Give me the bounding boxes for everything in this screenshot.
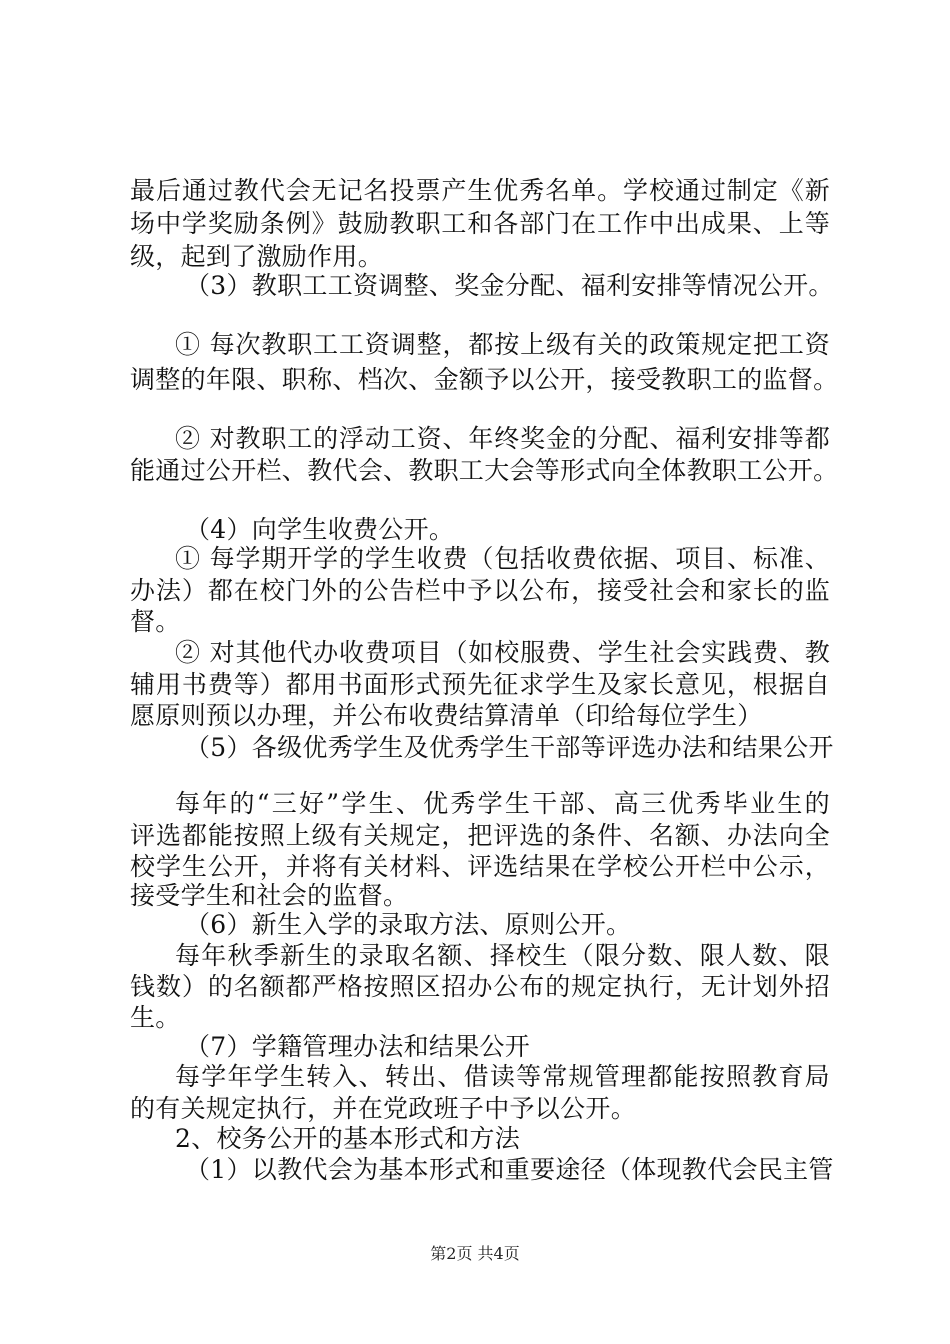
- text-line: 办法）都在校门外的公告栏中予以公布，接受社会和家长的监: [130, 576, 830, 605]
- text-line: 接受学生和社会的监督。: [130, 881, 409, 910]
- section-heading: （1）以教代会为基本形式和重要途径（体现教代会民主管: [185, 1155, 834, 1184]
- text-line: 场中学奖励条例》鼓励教职工和各部门在工作中出成果、上等: [130, 209, 830, 238]
- list-item: ① 每次教职工工资调整，都按上级有关的政策规定把工资: [175, 330, 830, 359]
- text-line: 督。: [130, 607, 181, 636]
- text-line: 评选都能按照上级有关规定，把评选的条件、名额、办法向全: [130, 821, 830, 850]
- text-line: 的有关规定执行，并在党政班子中予以公开。: [130, 1094, 637, 1123]
- section-heading: 2、校务公开的基本形式和方法: [175, 1124, 521, 1153]
- text-line: 钱数）的名额都严格按照区招办公布的规定执行，无计划外招: [130, 972, 830, 1001]
- text-line: 每年秋季新生的录取名额、择校生（限分数、限人数、限: [175, 941, 830, 970]
- text-line: 愿原则预以办理，并公布收费结算清单（印给每位学生）: [130, 701, 763, 730]
- text-line: 每学年学生转入、转出、借读等常规管理都能按照教育局: [175, 1062, 830, 1091]
- text-line: 调整的年限、职称、档次、金额予以公开，接受教职工的监督。: [130, 365, 839, 394]
- list-item: ② 对其他代办收费项目（如校服费、学生社会实践费、教: [175, 638, 830, 667]
- section-heading: （7）学籍管理办法和结果公开: [185, 1032, 531, 1061]
- text-line: 级，起到了激励作用。: [130, 242, 384, 271]
- text-line: 最后通过教代会无记名投票产生优秀名单。学校通过制定《新: [130, 176, 830, 205]
- text-line: 每年的“三好”学生、优秀学生干部、高三优秀毕业生的: [175, 789, 830, 818]
- section-heading: （5）各级优秀学生及优秀学生干部等评选办法和结果公开: [185, 733, 834, 762]
- list-item: ② 对教职工的浮动工资、年终奖金的分配、福利安排等都: [175, 424, 830, 453]
- section-heading: （6）新生入学的录取方法、原则公开。: [185, 910, 632, 939]
- text-line: 辅用书费等）都用书面形式预先征求学生及家长意见，根据自: [130, 670, 830, 699]
- text-line: 能通过公开栏、教代会、教职工大会等形式向全体教职工公开。: [130, 456, 839, 485]
- text-line: 校学生公开，并将有关材料、评选结果在学校公开栏中公示，: [130, 852, 830, 881]
- list-item: ① 每学期开学的学生收费（包括收费依据、项目、标准、: [175, 544, 830, 573]
- page-footer: 第2页 共4页: [430, 1244, 520, 1263]
- text-line: 生。: [130, 1003, 181, 1032]
- section-heading: （4）向学生收费公开。: [185, 515, 455, 544]
- section-heading: （3）教职工工资调整、奖金分配、福利安排等情况公开。: [185, 271, 834, 300]
